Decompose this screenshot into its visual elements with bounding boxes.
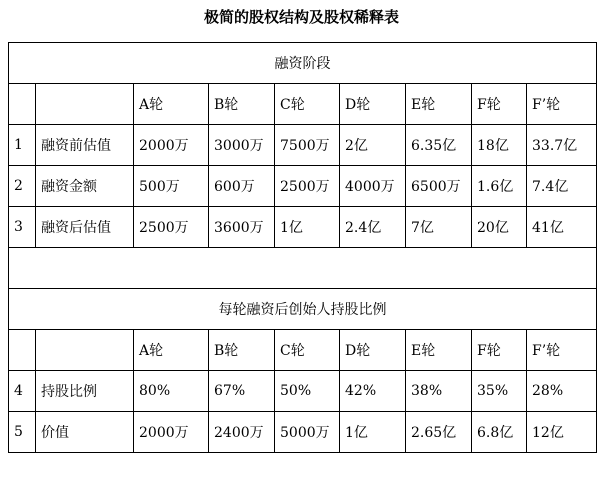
label-cell — [36, 84, 134, 125]
table-cell: 2亿 — [340, 125, 406, 166]
index-cell — [9, 330, 36, 371]
table-cell: 6.8亿 — [472, 412, 527, 453]
round-header: E轮 — [406, 84, 472, 125]
table-cell: 6500万 — [406, 166, 472, 207]
table-cell: 18亿 — [472, 125, 527, 166]
table-row — [9, 125, 597, 166]
table-row — [9, 207, 597, 248]
table-row — [9, 371, 597, 412]
table-cell: 7.4亿 — [527, 166, 597, 207]
table-cell: 2500万 — [275, 166, 340, 207]
row-label: 融资后估值 — [36, 207, 134, 248]
row-index: 3 — [9, 207, 36, 248]
page-title: 极简的股权结构及股权稀释表 — [203, 8, 399, 26]
table-cell: 50% — [275, 371, 340, 412]
round-header: B轮 — [209, 84, 275, 125]
section-header-row — [9, 289, 597, 330]
table-cell: 67% — [209, 371, 275, 412]
index-cell — [9, 84, 36, 125]
table-cell: 1.6亿 — [472, 166, 527, 207]
label-cell — [36, 330, 134, 371]
table-row — [9, 412, 597, 453]
spacer-row — [9, 248, 597, 289]
table-cell: 5000万 — [275, 412, 340, 453]
table-cell: 1亿 — [340, 412, 406, 453]
round-header: F’轮 — [527, 330, 597, 371]
row-index: 2 — [9, 166, 36, 207]
equity-dilution-table — [8, 42, 597, 453]
round-header: E轮 — [406, 330, 472, 371]
section-header-row — [9, 43, 597, 84]
table-cell: 7500万 — [275, 125, 340, 166]
round-header-row — [9, 84, 597, 125]
table-cell: 42% — [340, 371, 406, 412]
round-header: D轮 — [340, 84, 406, 125]
table-cell: 6.35亿 — [406, 125, 472, 166]
round-header: A轮 — [134, 84, 209, 125]
table-cell: 20亿 — [472, 207, 527, 248]
row-label: 持股比例 — [36, 371, 134, 412]
table-cell: 2.4亿 — [340, 207, 406, 248]
round-header: B轮 — [209, 330, 275, 371]
round-header: F轮 — [472, 84, 527, 125]
round-header: C轮 — [275, 330, 340, 371]
table-cell: 1亿 — [275, 207, 340, 248]
table-cell: 2500万 — [134, 207, 209, 248]
table-cell: 35% — [472, 371, 527, 412]
row-label: 融资金额 — [36, 166, 134, 207]
table-cell: 4000万 — [340, 166, 406, 207]
table-cell: 38% — [406, 371, 472, 412]
round-header: D轮 — [340, 330, 406, 371]
table-cell: 2000万 — [134, 412, 209, 453]
table-cell: 3000万 — [209, 125, 275, 166]
table-cell: 2.65亿 — [406, 412, 472, 453]
row-label: 融资前估值 — [36, 125, 134, 166]
table-cell: 12亿 — [527, 412, 597, 453]
row-label: 价值 — [36, 412, 134, 453]
table-cell: 2000万 — [134, 125, 209, 166]
table-cell: 500万 — [134, 166, 209, 207]
row-index: 1 — [9, 125, 36, 166]
table-cell: 28% — [527, 371, 597, 412]
round-header-row — [9, 330, 597, 371]
round-header: A轮 — [134, 330, 209, 371]
row-index: 4 — [9, 371, 36, 412]
table-row — [9, 166, 597, 207]
section-header: 融资阶段 — [9, 43, 597, 84]
table-cell: 33.7亿 — [527, 125, 597, 166]
spacer-cell — [9, 248, 597, 289]
row-index: 5 — [9, 412, 36, 453]
table-cell: 41亿 — [527, 207, 597, 248]
section-header: 每轮融资后创始人持股比例 — [9, 289, 597, 330]
table-cell: 600万 — [209, 166, 275, 207]
round-header: F轮 — [472, 330, 527, 371]
table-cell: 3600万 — [209, 207, 275, 248]
table-cell: 80% — [134, 371, 209, 412]
round-header: C轮 — [275, 84, 340, 125]
table-cell: 7亿 — [406, 207, 472, 248]
round-header: F’轮 — [527, 84, 597, 125]
table-cell: 2400万 — [209, 412, 275, 453]
